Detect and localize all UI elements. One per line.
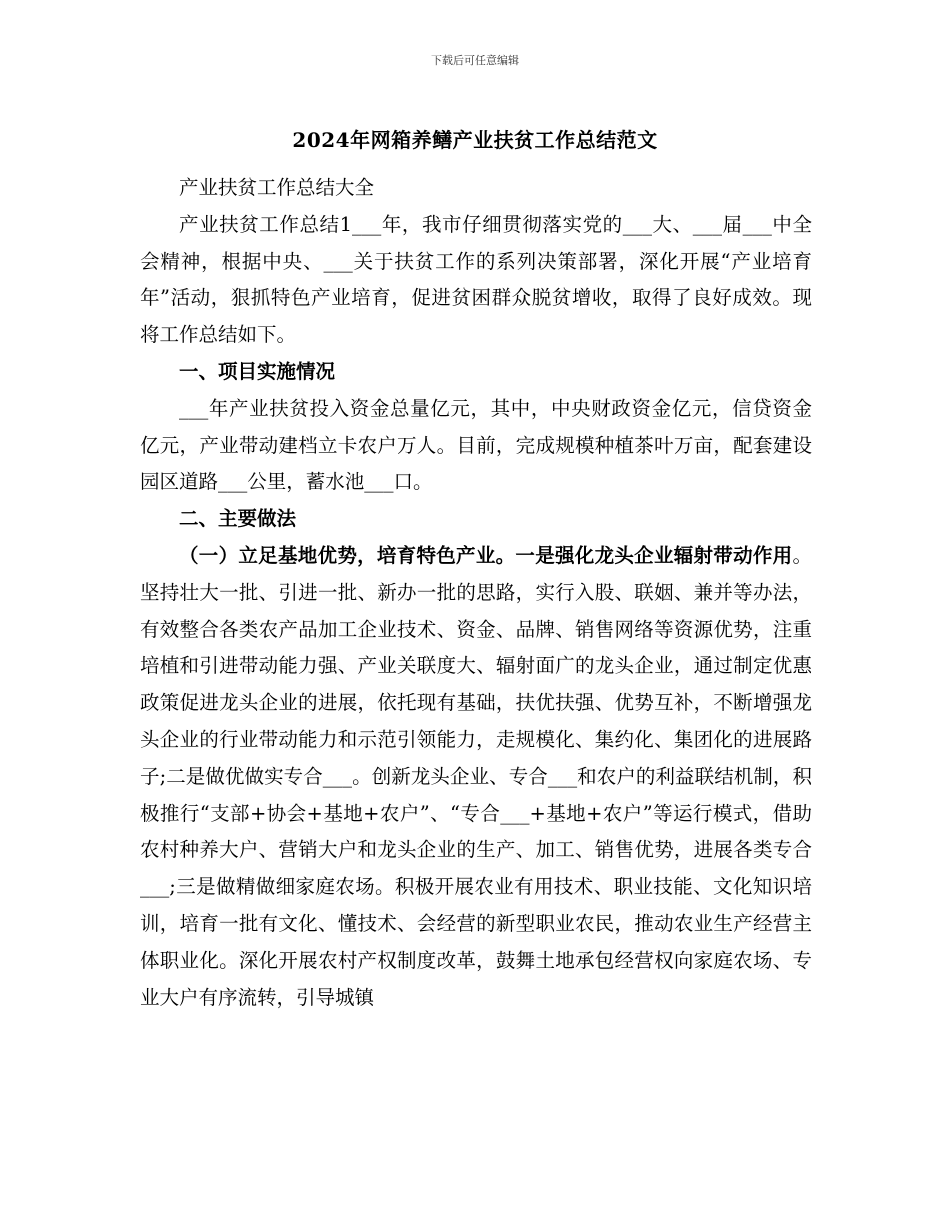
section-2-heading: 二、主要做法 <box>179 507 297 531</box>
subtitle-paragraph: 产业扶贫工作总结大全 <box>179 176 375 199</box>
section-2-sub-1-text: 。坚持壮大一批、引进一批、新办一批的思路，实行入股、联姻、兼并等办法，有效整合各类农产品加工企业技术、资金、品牌、销售网络等资源优势，注重培植和引进带动能力强、产业关联度大、辐射面广的龙头企业，通过制定优惠政策促进龙头企业的进展，依托现有基础，扶优扶强、优势互补，不断增强龙头企业的行业带动能力和示范引领能力，走规模化、集约化、集团化的进展路子;二是做优做实专合___。创新龙头企业、专合___和农户的利益联结机制，积极推行“支部+协会+基地+农户”、“专合___+基地+农户”等运行模式，借助农村种养大户、营销大户和龙头企业的生产、加工、销售优势，进展各类专合___;三是做精做细家庭农场。积极开展农业有用技术、职业技能、文化知识培训，培育一批有文化、懂技术、会经营的新型职业农民，推动农业生产经营主体职业化。深化开展农村产权制度改革，鼓舞土地承包经营权向家庭农场、专业大户有序流转，引导城镇 <box>140 543 812 1009</box>
section-2-sub-1-paragraph <box>140 538 812 1016</box>
section-2-sub-1-lead: （一）立足基地优势，培育特色产业。一是强化龙头企业辐射带动作用 <box>179 543 793 567</box>
section-1-heading: 一、项目实施情况 <box>179 359 336 383</box>
document-title: 2024年网箱养鳝产业扶贫工作总结范文 <box>292 128 658 152</box>
page-header-note: 下载后可任意编辑 <box>431 54 519 67</box>
document-body <box>140 170 812 1016</box>
intro-paragraph: 产业扶贫工作总结1___年，我市仔细贯彻落实党的___大、___届___中全会精神，根据中央、___关于扶贫工作的系列决策部署，深化开展“产业培育年”活动，狠抓特色产业培育，促进贫困群众脱贫增收，取得了良好成效。现将工作总结如下。 <box>140 212 812 347</box>
section-1-paragraph: ___年产业扶贫投入资金总量亿元，其中，中央财政资金亿元，信贷资金亿元，产业带动建档立卡农户万人。目前，完成规模种植茶叶万亩，配套建设园区道路___公里，蓄水池___口。 <box>140 396 812 494</box>
